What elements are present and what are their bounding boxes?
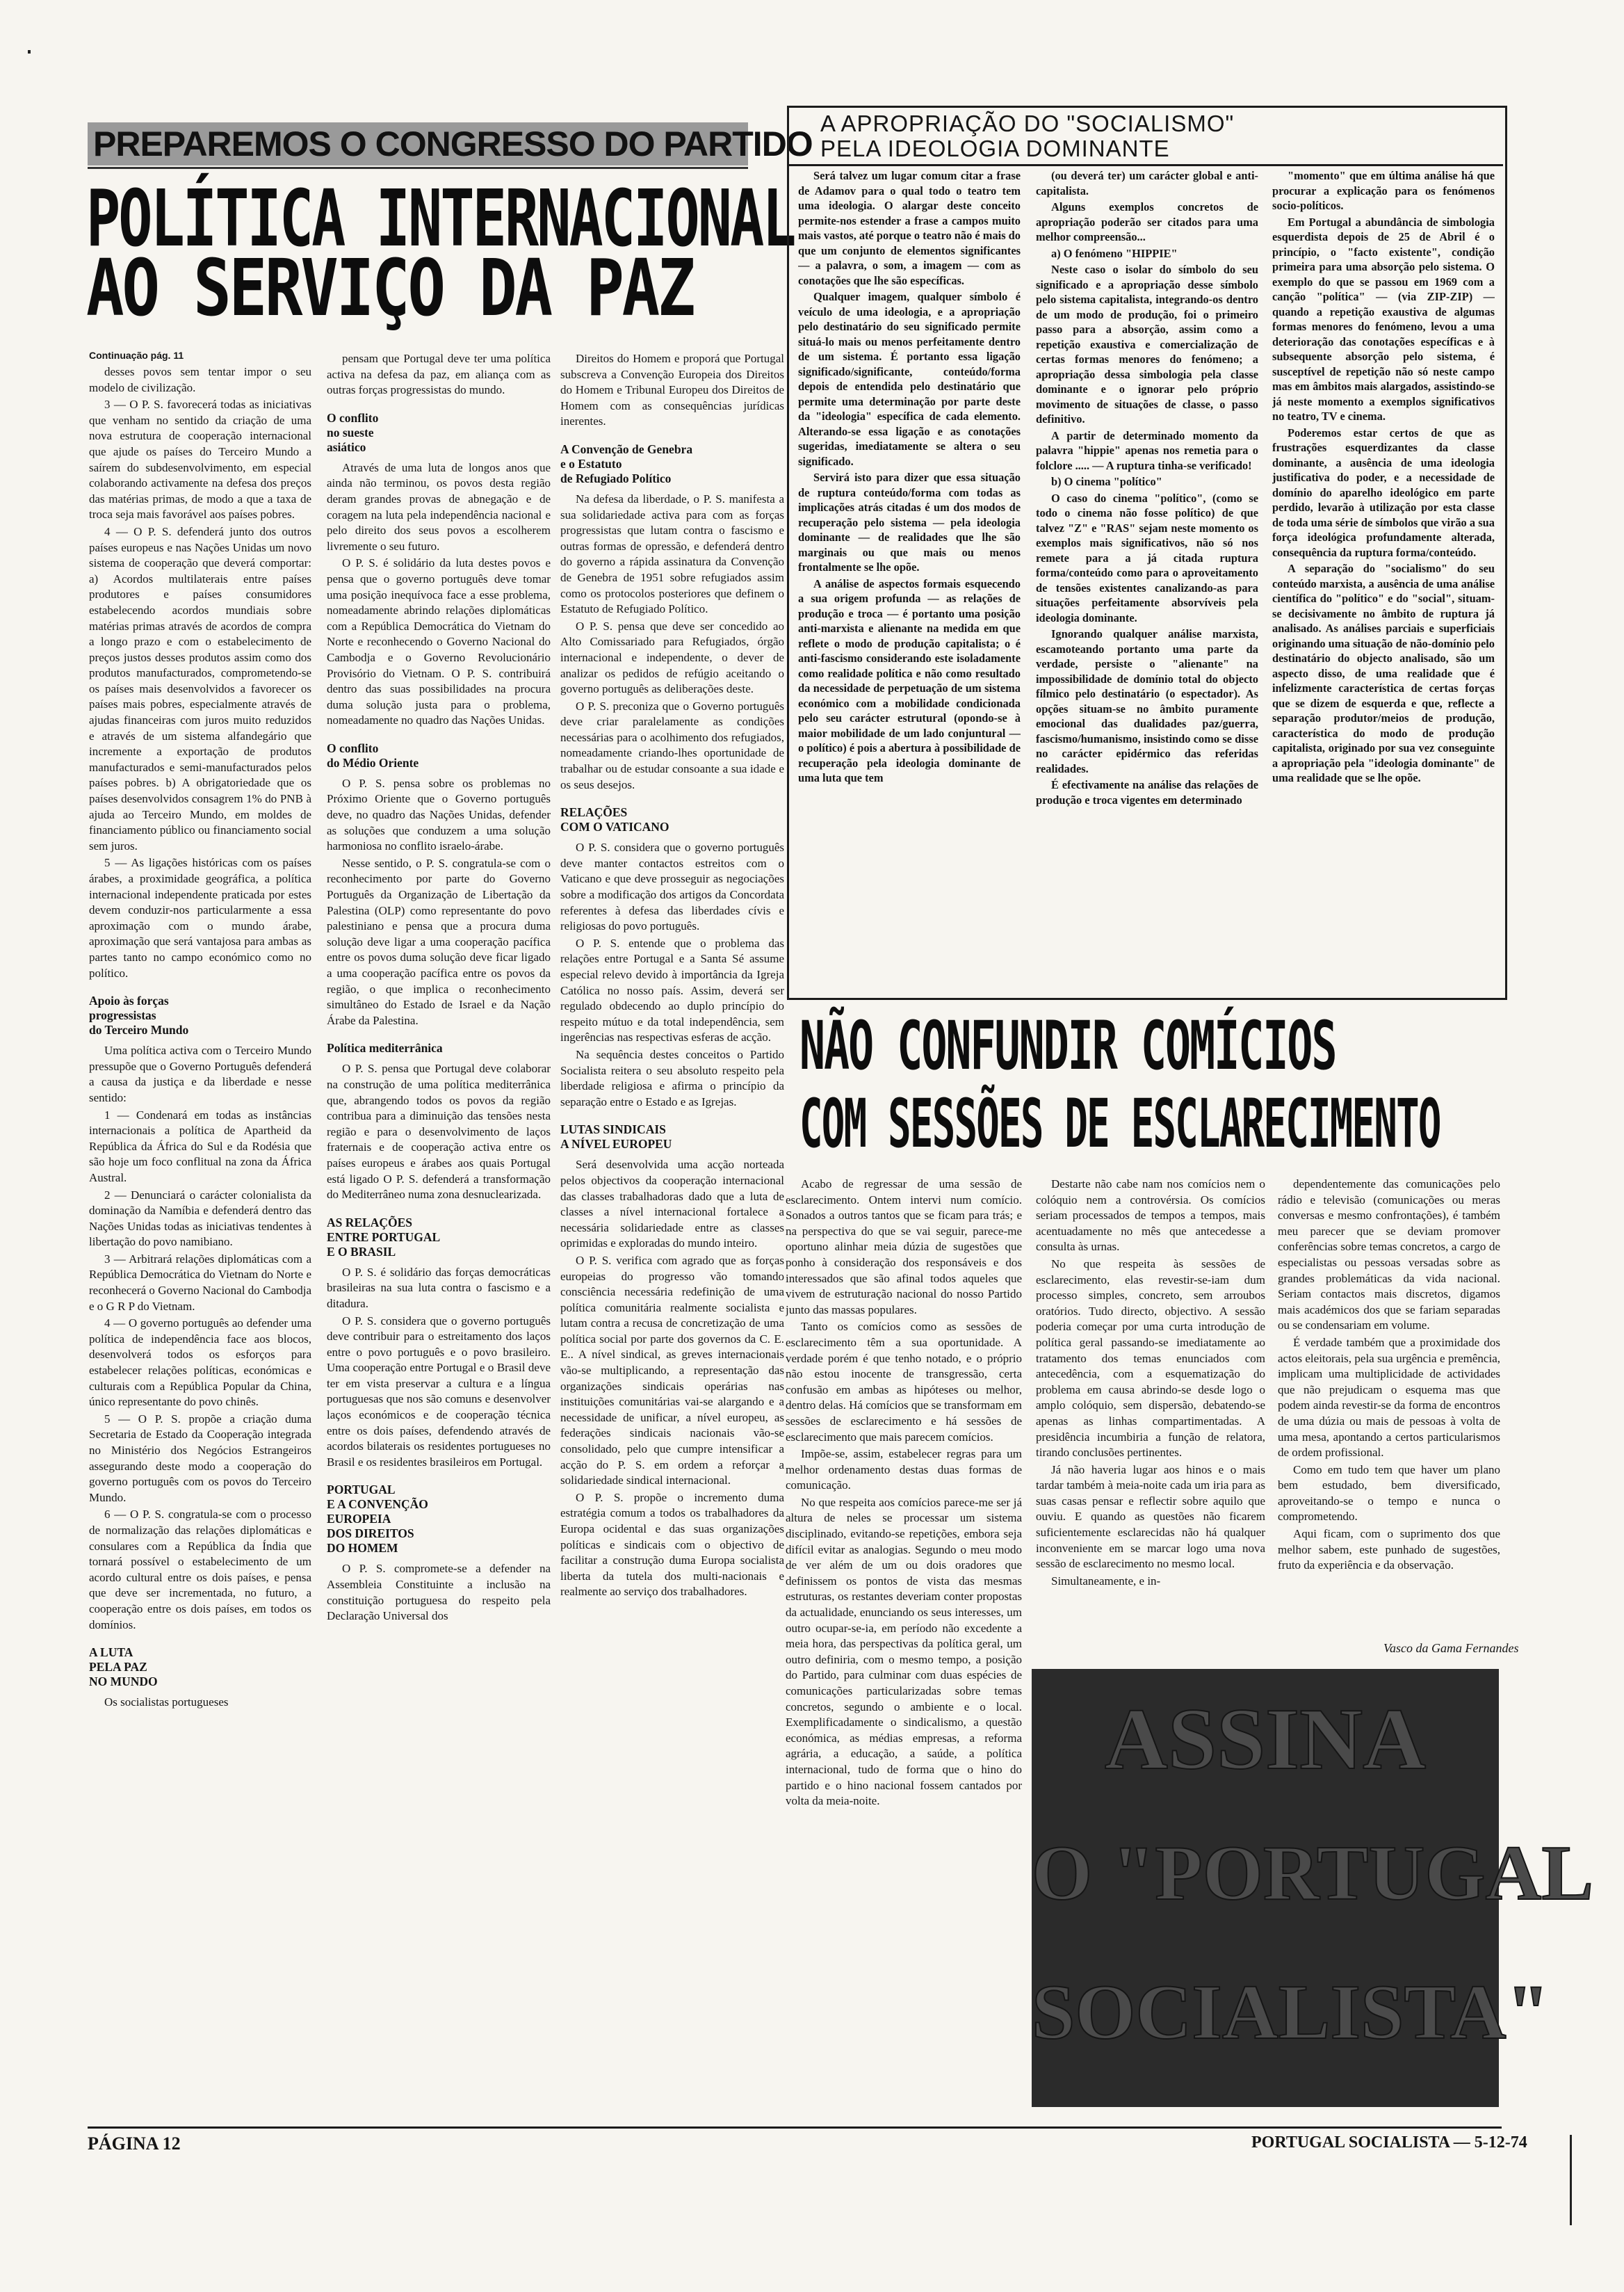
art2-column-2 [1036,1177,1265,1660]
paragraph: O P. S. pensa sobre os problemas no Próximo Oriente que o Governo português deve, no quadro das Nações Unidas, defender as soluções que conduzem a uma solução harmoniosa no conflito israelo-árabe. [327,776,551,853]
paragraph: 4 — O P. S. defenderá junto dos outros países europeus e nas Nações Unidas um novo sistema de cooperação que deverá comportar: a) Acordos multilaterais entre países produtores e países consumidores estabelecendo acordos mundiais sobre matérias primas através de acordos de compra a longo prazo e com o estabelecimento de preços justos desses produtos assim como dos produtos manufacturados, comprometendo-se os países mais desenvolvidos a favorecer os países mais pobres, especialmente através de ajudas financeiras com juros muito reduzidos e através de um sistema alfandegário que incremente a exportação de produtos manufacturados e semi-manufacturados pelos países pobres. b) A obrigatoriedade que os países desenvolvidos consagrem 1% do PNB à ajuda ao Terceiro Mundo, em moldes de financiamento público ou financiamento social sem juros. [89,524,311,853]
paragraph: 3 — O P. S. favorecerá todas as iniciativas que venham no sentido da criação de uma nova estrutura de cooperação internacional que ajude os países do Terceiro Mundo a saírem do subdesenvolvimento, em especial colaborando activamente na defesa dos preços das matérias primas, de modo a que a taxa de troca seja mais favorável aos países pobres. [89,398,311,522]
paragraph: a) O fenómeno "HIPPIE" [1051,246,1178,260]
subhead-line: DOS DIREITOS [327,1526,414,1541]
paragraph: 5 — O P. S. propõe a criação duma Secretaria de Estado da Cooperação integrada no Ministério dos Negócios Estrangeiros assegurando deste modo a cooperação do governo português com os povos do Terceiro Mundo. [89,1412,311,1504]
paragraph: Os socialistas portugueses [104,1695,229,1709]
section-header: PREPAREMOS O CONGRESSO DO PARTIDO [93,124,813,163]
subhead-line: A NÍVEL EUROPEU [560,1137,672,1152]
paragraph: O P. S. considera que o governo português deve contribuir para o estreitamento dos laços entre o povo português e o povo brasileiro. Uma cooperação entre Portugal e o Brasil deve ter em vista preservar a cultura e a língua portuguesas que nos são comuns e desenvolver laços económicos e de cooperação técnica entre os dois países, defendendo através de acordos bilaterais os residentes portugueses no Brasil e os residentes brasileiros em Portugal. [327,1314,551,1469]
subhead-lutas-sindicais [560,1122,784,1152]
paragraph: O P. S. propõe o incremento duma estratégia comum a todos os trabalhadores da Europa ocidental e das suas organizações políticas e sindicais com o objectivo de facilitar a construção duma Europa socialista liberta da tutela dos multi-nacionais e realmente ao serviço dos trabalhadores. [560,1490,784,1599]
advert-line3: SOCIALISTA" [1032,1969,1550,2056]
paragraph: 3 — Arbitrará relações diplomáticas com a República Democrática do Vietnam do Norte e reconhecerá o Governo Nacional do Cambodja e o G R P do Vietnam. [89,1252,311,1313]
paragraph: O P. S. pensa que Portugal deve colaborar na construção de uma política mediterrânica que, abrangendo todos os povos da região contribua para a diminuição das tensões nesta região e para o desenvolvimento de laços fraternais e de cooperação activa entre os países europeus e árabes aos quais Portugal está ligado O P. S. defenderá a transformação do Mediterrâneo numa zona desnuclearizada. [327,1062,551,1202]
paragraph: Nesse sentido, o P. S. congratula-se com o reconhecimento por parte do Governo Português da Organização de Libertação da Palestina (OLP) como representante do povo palestiniano e pensa que a procura duma solução deve ligar a uma cooperação pacífica entre os povos duma solução deve ficar ligado a uma cooperação pacífica entre os povos da região, o que implica o reconhecimento simultâneo do Estado de Israel e da Nação Árabe da Palestina. [327,856,551,1027]
footer-rule [88,2126,1502,2129]
paragraph: Tanto os comícios como as sessões de esclarecimento têm a sua oportunidade. A verdade porém é que tenho notado, e o próprio não estou inocente de transgressão, certa confusão em ambas as hipóteses ou melhor, dentro delas. Há comícios que se transformam em sessões de esclarecimento e há sessões de esclarecimento que mais parecem comícios. [786,1320,1022,1444]
paragraph: Simultaneamente, e in- [1051,1574,1161,1588]
side-title-line1: A APROPRIAÇÃO DO "SOCIALISMO" [820,111,1235,136]
art2-column-1 [786,1177,1022,2105]
paragraph: O P. S. considera que o governo português deve manter contactos estreitos com o Vaticano e que deve prosseguir as negociações sobre a modificação dos artigos da Concordata referentes à defesa das liberdades cívis e religiosas do povo português. [560,841,784,933]
subhead-line: do Terceiro Mundo [89,1023,189,1038]
main-title-line2: AO SERVIÇO DA PAZ [86,243,694,334]
continuation-note: Continuação pág. 11 [89,350,184,361]
page-number: PÁGINA 12 [88,2133,181,2154]
subhead-line: DO HOMEM [327,1541,398,1556]
paragraph: Aqui ficam, com o suprimento dos que melhor sabem, este punhado de sugestões, fruto da experiência e da observação. [1278,1527,1500,1572]
subhead-apoio [89,994,311,1038]
main-title-line1: POLÍTICA INTERNACIONAL [86,174,795,264]
paragraph: b) O cinema "político" [1051,475,1162,488]
paragraph: Uma política activa com o Terceiro Mundo pressupõe que o Governo Português defenderá a causa da justiça e da liberdade e nesse sentido: [89,1044,311,1104]
subhead-line: RELAÇÕES [560,805,628,820]
paragraph: O P. S. preconiza que o Governo português deve criar paralelamente as condições necessárias para o acolhimento dos refugiados, nomeadamente criando-lhes oportunidade de trabalhar ou de estudar consoante a sua idade e os seus desejos. [560,699,784,791]
paragraph: Na sequência destes conceitos o Partido Socialista reitera o seu absoluto respeito pela liberdade religiosa e afirma o princípio da separação entre o Estado e as Igrejas. [560,1047,784,1108]
paragraph: O P. S. é solidário da luta destes povos e pensa que o governo português deve tomar uma posição inequívoca face a esse problema, nomeadamente abrindo relações diplomáticas com a República Democrática do Vietnam do Norte e reconhecendo o Governo Nacional do Cambodja e o Governo Revolucionário Provisório do Vietnam. O P. S. contribuirá dentro das suas possibilidades na procura duma solução justa para o problema, nomeadamente no quadro das Nações Unidas. [327,556,551,727]
article-column-1 [89,364,311,2110]
banner-underline [88,167,748,169]
paragraph: Através de uma luta de longos anos que ainda não terminou, os povos desta região deram grandes provas de abnegação e de coragem na luta pela independência nacional e pelo direito dos seus povos a escolherem livremente o seu futuro. [327,460,551,553]
paragraph: 1 — Condenará em todas as instâncias internacionais a política de Apartheid da República da África do Sul e da Rodésia que são hoje um foco conflitual na zona da África Austral. [89,1108,311,1184]
subhead-line: E O BRASIL [327,1244,396,1259]
paragraph: Neste caso o isolar do símbolo do seu significado e a apropriação desse símbolo pelo sistema capitalista, integrando-os dentro de um modo de produção, foi o primeiro passo para a absorção, assim como a repetição exaustiva e comercialização de certas formas menores do fenómeno; a apropriação dessa simbologia pela classe dominante e o ignorar pelo próprio movimento de situações de classe, o passo definitivo. [1036,263,1258,426]
subhead-line: LUTAS SINDICAIS [560,1122,666,1137]
paragraph: Em Portugal a abundância de simbologia esquerdista depois de 25 de Abril é o princípio, o "facto existente", condição primeira para uma absorção pelo sistema. O exemplo do que se passou em 1969 com a canção "política" — (via ZIP-ZIP) — quando a repetição exaustiva de algumas formas menores do fenómeno, levou a uma deterioração das conotações específicas e à subsequente absorção pelo sistema, é susceptível de repetição não só neste campo mas em âmbitos mais alargados, assistindo-se já neste momento a exemplos significativos no teatro, TV e cinema. [1272,215,1495,423]
paragraph: O P. S. entende que o problema das relações entre Portugal e a Santa Sé assume especial relevo devido à importância da Igreja Católica no nosso país. Assim, deverá ser regulado obdecendo ao duplo princípio do respeito mútuo e da total independência, sem ingerências nas respectivas esferas de acção. [560,936,784,1044]
paragraph: Impõe-se, assim, estabelecer regras para um melhor ordenamento destas duas formas de comunicação. [786,1447,1022,1492]
paragraph: O P. S. verifica com agrado que as forças europeias do progresso vão tomando consciência necessária redefinição de uma política comunitária realmente socialista e lutam contra a recusa de concretização de uma política social por parte dos governos da C. E. E.. A nível sindical, as greves internacionais vão-se multiplicando, a representação das organizações sindicais operárias nas instituições comunitárias vai-se alargando e a necessidade de unificar, a nível europeu, as federações sindicais nacionais vão-se consolidado, pelo que cumpre intensificar a acção do P. S. em ordem a reforçar a solidariedade sindical internacional. [560,1253,784,1487]
paragraph: desses povos sem tentar impor o seu modelo de civilização. [89,365,311,394]
paragraph: Destarte não cabe nam nos comícios nem o colóquio nem a controvérsia. Os comícios seriam processados de tempos a tempos, mais acentuadamente no mês que antecedesse a consulta às urnas. [1036,1177,1265,1254]
subhead-line: do Médio Oriente [327,755,419,770]
article-column-2 [327,351,551,2111]
side-column-1 [798,168,1021,990]
subhead-line: Apoio às forças [89,994,169,1008]
side-column-2 [1036,168,1258,990]
paragraph: Poderemos estar certos de que as frustrações esquerdizantes da classe dominante, a ausência de uma ideologia justificativa do poder, e a necessidade de domínio do aparelho ideológico em parte perdido, levarão à utilização por esta classe de toda uma série de símbolos que virão a sua força ideológica profundamente alterada, consequência da ruptura forma/conteúdo. [1272,426,1495,559]
side-article-title [820,111,1446,161]
paragraph: 5 — As ligações históricas com os países árabes, a proximidade geográfica, a política internacional independente praticada por estes devem conduzir-nos particularmente a essa aproximação com o mundo árabe, aproximação que será vantajosa para ambas as partes tanto no campo económico como no político. [89,856,311,980]
side-title-rule [787,164,1503,166]
subscribe-advert [1032,1669,1594,2107]
subhead-sueste-asiatico [327,411,551,455]
paragraph: No que respeita às sessões de esclarecimento, elas revestir-se-iam dum processo simples, concreto, sem arroubos oratórios. Tudo directo, objectivo. A sessão poderia começar por uma curta introdução de política geral passando-se imediatamente ao tratamento dos temas enunciados com antecedência, com a esquematização do problema em causa abrindo-se desde logo o amplo colóquio, sem dispersão, debatendo-se apenas as linhas compartimentadas. A presidência incumbiria a função de relatora, tirando conclusões pertinentes. [1036,1257,1265,1460]
subhead-convencao-europeia [327,1483,551,1556]
subhead-line: O conflito [327,410,379,425]
second-title-line2: COM SESSÕES DE ESCLARECIMENTO [799,1085,1440,1163]
subhead-line: NO MUNDO [89,1674,158,1689]
advert-line1: ASSINA [1104,1691,1427,1788]
paragraph: O P. S. pensa que deve ser concedido ao Alto Comissariado para Refugiados, órgão internacional e independente, o dever de analizar os pedidos de refúgio aceitando o governo português as deliberações deste. [560,619,784,696]
subhead-line: EUROPEIA [327,1512,391,1526]
subhead-line: AS RELAÇÕES [327,1215,413,1229]
paragraph: Já não haveria lugar aos hinos e o mais tardar também à meia-noite cada um iria para as suas casas pensar e reflectir sobre aquilo que ouviu. E quando as questões não ficarem suficientemente esclarecidas não há qualquer inconveniente em se marcar logo uma nova sessão de esclarecimento no mesmo local. [1036,1462,1265,1571]
paragraph: É verdade também que a proximidade dos actos eleitorais, pela sua urgência e premência, implicam uma multiplicidade de actividades que não prejudicam o esquema mas que podem ainda revestir-se da forma de encontros de uma dúzia ou mais de pessoas à volta de uma mesa, apontando a certos particularismos de ordem profissional. [1278,1335,1500,1460]
article-column-3 [560,351,784,2111]
subhead-line: O conflito [327,741,379,755]
subhead-line: Política mediterrânica [327,1041,443,1056]
paragraph: O P. S. é solidário das forças democráticas brasileiras na sua luta contra o fascismo e a ditadura. [327,1265,551,1310]
paragraph: 2 — Denunciará o carácter colonialista da dominação da Namíbia e defenderá dentro das Nações Unidas todas as iniciativas tendentes à libertação do povo namibiano. [89,1188,311,1249]
paragraph: 6 — O P. S. congratula-se com o processo de normalização das relações diplomáticas e consulares com a República da Índia que tornará possível o estabelecimento de um acordo cultural entre os dois países, e pensa que deve ser incrementada, no futuro, a cooperação entre os dois países, em todos os domínios. [89,1508,311,1631]
subhead-line: no sueste [327,425,374,439]
subhead-line: COM O VATICANO [560,820,669,834]
subhead-line: e o Estatuto [560,456,622,471]
side-column-3 [1272,168,1495,990]
subhead-genebra [560,442,784,486]
paragraph: Alguns exemplos concretos de apropriação poderão ser citados para uma melhor compreensão... [1036,200,1258,243]
paragraph: A separação do "socialismo" do seu conteúdo marxista, a ausência de uma análise científica do "político" e do "social", situam-se decisivamente no âmbito de ruptura já analisado. As análises parciais e superficiais originando uma situação de não-domínio pelo destinatário do objecto analisado, são um aspecto disso, de uma realidade que é infelizmente característica de certas forças que se dizem de esquerda e que, reflecte a separação produtor/meios de produção, característica do modo de produção capitalista, originado por sua vez conseguinte a apropriação pela "ideologia dominante" de uma realidade que se lhe opõe. [1272,562,1495,784]
paragraph: Será talvez um lugar comum citar a frase de Adamov para o qual todo o teatro tem uma ideologia. O alargar deste conceito permite-nos estender a frase a campos muito mais vastos, até porque o teatro não é mais do que um conjunto de elementos significantes — a palavra, o som, a imagem — com as conotações que lhe são específicas. [798,169,1021,287]
corner-dot [28,50,31,54]
paragraph: O caso do cinema "político", (como se todo o cinema não fosse político) de que talvez "Z" e "RAS" sejam neste momento os exemplos mais significativos, não só nos remete para a já citada ruptura forma/conteúdo como para o aproveitamento de tensões existentes canalizando-as para situações perfeitamente absorvíveis pela ideologia dominante. [1036,491,1258,624]
paragraph: O P. S. compromete-se a defender na Assembleia Constituinte a inclusão na constituição portuguesa do respeito pela Declaração Universal dos [327,1562,551,1623]
paragraph: A análise de aspectos formais esquecendo a sua origem profunda — as relações de produção e troca — é portanto uma posição anti-marxista e alienante na medida em que reflete o modo de produção capitalista; o é anti-fascismo considerando este isoladamente como realidade política e não como resultado da necessidade de perpetuação de um sistema económico com a mobilidade condicionada pelo seu carácter estrutural (opondo-se à maior mobilidade de um lado conjuntural — o político) é pois a abertura à possibilidade de recuperação pela ideologia dominante de uma luta que tem [798,576,1021,784]
subhead-vaticano [560,805,784,834]
paragraph: Como em tudo tem que haver um plano bem estudado, bem diversificado, aproveitando-se o tempo e nunca o comprometendo. [1278,1462,1500,1524]
paragraph: A partir de determinado momento da palavra "hippie" apenas nos remetia para o folclore ..... — A ruptura tinha-se verificado! [1036,428,1258,472]
paragraph: É efectivamente na análise das relações de produção e troca vigentes em determinado [1036,778,1258,807]
subhead-line: de Refugiado Político [560,471,672,485]
paragraph: 4 — O governo português ao defender uma política de independência face aos blocos, desenvolverá todos os esforços para estabelecer relações políticas, económicas e culturais com a República Popular da China, único representante do povo chinês. [89,1316,311,1409]
subhead-line: A Convenção de Genebra [560,442,693,456]
signature: Vasco da Gama Fernandes [1383,1641,1519,1655]
second-title-line1: NÃO CONFUNDIR COMÍCIOS [799,1007,1336,1085]
subhead-line: PORTUGAL [327,1483,396,1497]
subhead-mediterranica [327,1041,551,1056]
subhead-brasil [327,1216,551,1259]
paragraph: Será desenvolvida uma acção norteada pelos objectivos da cooperação internacional das classes trabalhadoras dado que a luta de classes a nível internacional fortalece a necessária solidariedade entre as classes oprimidas e exploradas do mundo inteiro. [560,1158,784,1250]
subhead-line: E A CONVENÇÃO [327,1497,428,1512]
subhead-line: PELA PAZ [89,1660,147,1674]
paragraph: Na defesa da liberdade, o P. S. manifesta a sua solidariedade activa para com as forças progressistas que lutam contra o fascismo e outras formas de opressão, e defenderá dentro do governo a rápida assinatura da Convenção de Genebra de 1951 sobre refugiados assim como os protocolos posteriores que definem o Estatuto de Refugiado Político. [560,492,784,616]
subhead-line: ENTRE PORTUGAL [327,1229,441,1244]
margin-pen-mark [1570,2135,1572,2225]
publication-date: PORTUGAL SOCIALISTA — 5-12-74 [1251,2133,1527,2152]
side-title-line2: PELA IDEOLOGIA DOMINANTE [820,136,1170,161]
art2-column-3 [1278,1177,1500,1636]
subhead-luta-paz [89,1645,311,1689]
paragraph: pensam que Portugal deve ter uma política activa na defesa da paz, em aliança com as outras forças progressistas do mundo. [327,352,551,397]
subhead-line: progressistas [89,1008,156,1023]
advert-line2: O "PORTUGAL [1032,1830,1594,1916]
paragraph: Servirá isto para dizer que essa situação de ruptura conteúdo/forma com todas as implicações atrás citadas é um dos modos de recuperação pelo sistema — pela ideologia dominante — de realidades que lhe são marginais ou que mais ou menos frontalmente se lhe opõe. [798,471,1021,574]
paragraph: (ou deverá ter) um carácter global e anti-capitalista. [1036,169,1258,197]
paragraph: Acabo de regressar de uma sessão de esclarecimento. Ontem intervi num comício. Sonados a outros tantos que se ficam para trás; e na perspectiva do que se vai seguir, parece-me oportuno alinhar meia dúzia de sugestões que ponho à consideração dos responsáveis e dos interessados que são afinal todos aqueles que vivem de estruturação nacional do nosso Partido junto das massas populares. [786,1177,1022,1316]
paragraph: Direitos do Homem e proporá que Portugal subscreva a Convenção Europeia dos Direitos do Homem e Tribunal Europeu dos Direitos de Homem com as consequências jurídicas inerentes. [560,352,784,428]
paragraph: Ignorando qualquer análise marxista, escamoteando portanto uma parte da verdade, persiste o "alienante" na impossibilidade de domínio total do objecto fílmico pelo destinatário (o espectador). As opções situam-se no âmbito puramente emocional das dualidades paz/guerra, fascismo/humanismo, insistindo como se disse no carácter epidérmico das referidas realidades. [1036,627,1258,775]
subhead-line: A LUTA [89,1645,133,1660]
paragraph: No que respeita aos comícios parece-me ser já altura de neles se processar um sistema disciplinado, evitando-se repetições, embora seja difícil evitar as analogias. Segundo o meu modo de ver além de um ou dois oradores que definissem os pontos de vista das mesmas estruturas, os restantes deveriam conter propostas da actualidade, enunciando os seus interesses, um outro ocupar-se-ia, em período não excedente a meia hora, das perspectivas da política geral, um outro definiria, com o mesmo tempo, a posição do Partido, para culminar com duas espécies de comunicações particularizadas sobre temas concretos, segundo o ambiente e o local. Exemplificadamente o sindicalismo, a questão económica, as médias empresas, a reforma agrária, a educação, a saúde, a política internacional, tudo de forma que o hino do partido e o hino nacional fossem cantados por volta da meia-noite. [786,1495,1022,1808]
subhead-medio-oriente [327,741,551,770]
subhead-line: asiático [327,439,366,454]
paragraph: dependentemente das comunicações pelo rádio e televisão (comunicações ou meras conversas e mesmo confrontações), é também meu parecer que se deviam promover conferências sobre temas concretos, a cargo de especialistas ou pessoas versadas sobre as grandes problemáticas da vida nacional. Seriam contactos mais discretos, digamos mais académicos dos que se fariam separadas ou se condensariam em volume. [1278,1177,1500,1332]
paragraph: Qualquer imagem, qualquer símbolo é veículo de uma ideologia, e a apropriação pelo destinatário do seu significado permite situá-lo mais ou menos perfeitamente dentro de um sistema. É portanto essa ligação significado/significante, conteúdo/forma depois de entendida pelo destinatário que permite uma determinação por parte deste da "ideologia" específica de cada elemento. Alterando-se essa ligação e as conotações sugeridas, imediatamente se altera o seu significado. [798,290,1021,468]
section-banner [88,122,813,166]
paragraph: "momento" que em última análise há que procurar a explicação para os fenómenos socio-políticos. [1272,169,1495,212]
